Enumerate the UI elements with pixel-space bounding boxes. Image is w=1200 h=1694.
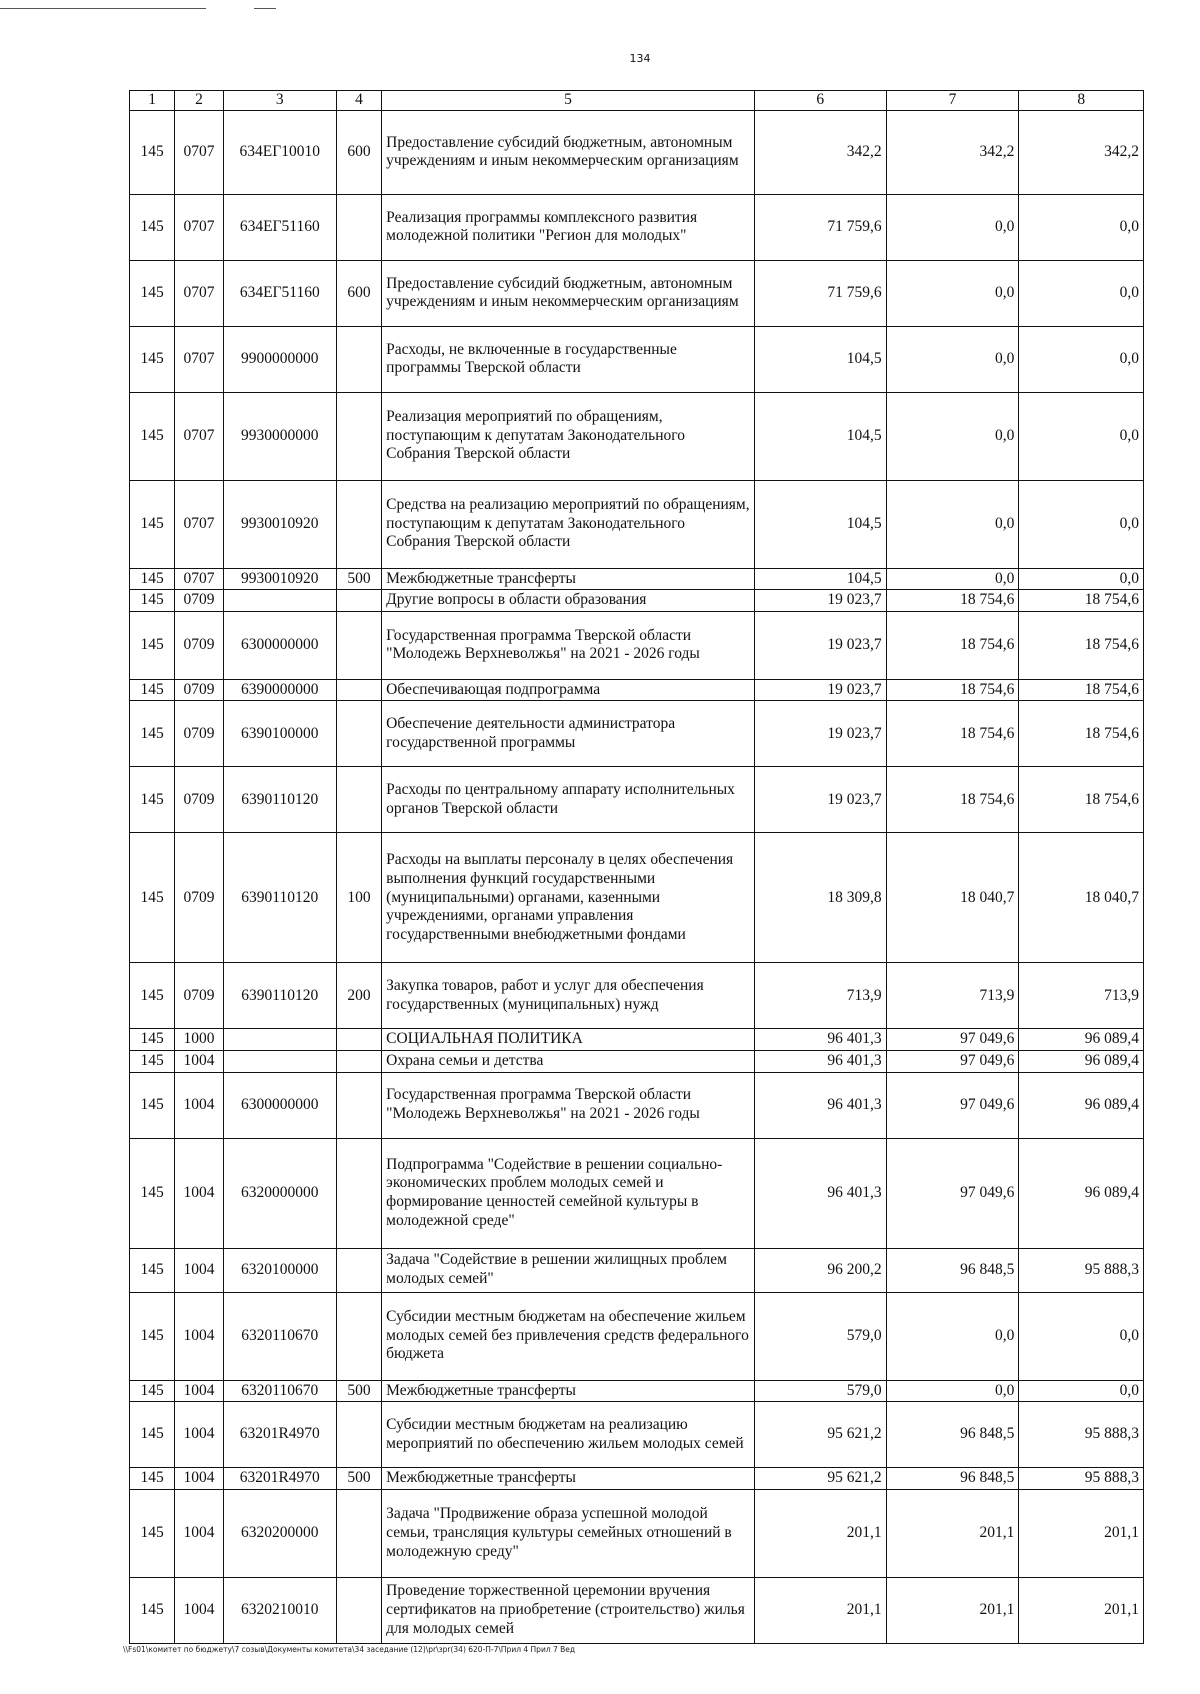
description-cell: Расходы по центральному аппарату исполнительных органов Тверской области — [382, 767, 755, 833]
table-row — [130, 1248, 1144, 1292]
amount-year3-cell: 0,0 — [1019, 392, 1144, 480]
amount-year1-cell: 19 023,7 — [754, 611, 886, 679]
header-cell: 3 — [223, 91, 336, 111]
amount-year3-cell: 0,0 — [1019, 260, 1144, 326]
target-article-cell: 6320000000 — [223, 1138, 336, 1248]
amount-year2-cell: 18 754,6 — [886, 701, 1019, 767]
amount-year3-cell: 713,9 — [1019, 963, 1144, 1029]
amount-year2-cell: 18 754,6 — [886, 590, 1019, 612]
amount-year3-cell: 96 089,4 — [1019, 1050, 1144, 1072]
admin-code-cell: 145 — [130, 110, 175, 194]
admin-code-cell: 145 — [130, 1402, 175, 1468]
description-cell: Межбюджетные трансферты — [382, 1468, 755, 1490]
table-row — [130, 590, 1144, 612]
expense-type-cell — [336, 392, 381, 480]
budget-table — [129, 90, 1144, 1644]
amount-year2-cell: 97 049,6 — [886, 1050, 1019, 1072]
table-row — [130, 480, 1144, 568]
amount-year1-cell: 19 023,7 — [754, 590, 886, 612]
expense-type-cell — [336, 590, 381, 612]
amount-year3-cell: 0,0 — [1019, 568, 1144, 590]
target-article-cell: 9930010920 — [223, 568, 336, 590]
table-row — [130, 679, 1144, 701]
admin-code-cell: 145 — [130, 1138, 175, 1248]
description-cell: Подпрограмма "Содействие в решении социально-экономических проблем молодых семей и формирование ценностей семейной культуры в молодежной среде" — [382, 1138, 755, 1248]
amount-year1-cell: 19 023,7 — [754, 767, 886, 833]
admin-code-cell: 145 — [130, 392, 175, 480]
section-code-cell: 0709 — [175, 833, 223, 963]
target-article-cell: 6320210010 — [223, 1577, 336, 1643]
scan-artifact-line — [254, 8, 276, 9]
description-cell: Реализация мероприятий по обращениям, поступающим к депутатам Законодательного Собрания Тверской области — [382, 392, 755, 480]
description-cell: Закупка товаров, работ и услуг для обеспечения государственных (муниципальных) нужд — [382, 963, 755, 1029]
target-article-cell: 634ЕГ51160 — [223, 260, 336, 326]
table-row — [130, 767, 1144, 833]
table-row — [130, 326, 1144, 392]
expense-type-cell: 200 — [336, 963, 381, 1029]
amount-year3-cell: 0,0 — [1019, 1380, 1144, 1402]
amount-year1-cell: 96 200,2 — [754, 1248, 886, 1292]
expense-type-cell — [336, 701, 381, 767]
amount-year3-cell: 96 089,4 — [1019, 1029, 1144, 1051]
section-code-cell: 0707 — [175, 568, 223, 590]
amount-year1-cell: 104,5 — [754, 568, 886, 590]
table-row — [130, 1577, 1144, 1643]
section-code-cell: 1004 — [175, 1577, 223, 1643]
amount-year1-cell: 19 023,7 — [754, 679, 886, 701]
amount-year2-cell: 96 848,5 — [886, 1402, 1019, 1468]
target-article-cell: 9900000000 — [223, 326, 336, 392]
amount-year3-cell: 201,1 — [1019, 1489, 1144, 1577]
target-article-cell — [223, 1050, 336, 1072]
description-cell: Субсидии местным бюджетам на обеспечение жильем молодых семей без привлечения средств федерального бюджета — [382, 1292, 755, 1380]
section-code-cell: 1004 — [175, 1468, 223, 1490]
admin-code-cell: 145 — [130, 260, 175, 326]
amount-year2-cell: 0,0 — [886, 260, 1019, 326]
description-cell: Субсидии местным бюджетам на реализацию мероприятий по обеспечению жильем молодых семей — [382, 1402, 755, 1468]
admin-code-cell: 145 — [130, 194, 175, 260]
table-row — [130, 1380, 1144, 1402]
header-row — [130, 91, 1144, 111]
section-code-cell: 0707 — [175, 392, 223, 480]
section-code-cell: 1004 — [175, 1292, 223, 1380]
section-code-cell: 0707 — [175, 194, 223, 260]
admin-code-cell: 145 — [130, 679, 175, 701]
amount-year2-cell: 18 754,6 — [886, 679, 1019, 701]
amount-year2-cell: 201,1 — [886, 1489, 1019, 1577]
amount-year2-cell: 0,0 — [886, 1292, 1019, 1380]
amount-year1-cell: 96 401,3 — [754, 1050, 886, 1072]
expense-type-cell — [336, 679, 381, 701]
target-article-cell — [223, 1029, 336, 1051]
expense-type-cell — [336, 1489, 381, 1577]
amount-year1-cell: 104,5 — [754, 392, 886, 480]
description-cell: Реализация программы комплексного развития молодежной политики "Регион для молодых" — [382, 194, 755, 260]
amount-year2-cell: 0,0 — [886, 480, 1019, 568]
amount-year1-cell: 342,2 — [754, 110, 886, 194]
target-article-cell: 6390000000 — [223, 679, 336, 701]
amount-year3-cell: 342,2 — [1019, 110, 1144, 194]
section-code-cell: 0707 — [175, 260, 223, 326]
admin-code-cell: 145 — [130, 1577, 175, 1643]
expense-type-cell: 500 — [336, 1380, 381, 1402]
section-code-cell: 0709 — [175, 590, 223, 612]
expense-type-cell: 500 — [336, 1468, 381, 1490]
amount-year2-cell: 713,9 — [886, 963, 1019, 1029]
expense-type-cell — [336, 767, 381, 833]
admin-code-cell: 145 — [130, 1248, 175, 1292]
expense-type-cell: 500 — [336, 568, 381, 590]
table-row — [130, 1138, 1144, 1248]
target-article-cell: 6320110670 — [223, 1380, 336, 1402]
table-row — [130, 568, 1144, 590]
section-code-cell: 0709 — [175, 963, 223, 1029]
amount-year2-cell: 97 049,6 — [886, 1029, 1019, 1051]
amount-year1-cell: 18 309,8 — [754, 833, 886, 963]
description-cell: Обеспечение деятельности администратора государственной программы — [382, 701, 755, 767]
header-cell: 7 — [886, 91, 1019, 111]
description-cell: Государственная программа Тверской области "Молодежь Верхневолжья" на 2021 - 2026 годы — [382, 611, 755, 679]
description-cell: Предоставление субсидий бюджетным, автономным учреждениям и иным некоммерческим организациям — [382, 110, 755, 194]
target-article-cell: 6390110120 — [223, 833, 336, 963]
amount-year2-cell: 0,0 — [886, 194, 1019, 260]
amount-year3-cell: 96 089,4 — [1019, 1072, 1144, 1138]
amount-year1-cell: 96 401,3 — [754, 1072, 886, 1138]
description-cell: Проведение торжественной церемонии вручения сертификатов на приобретение (строительство) жилья для молодых семей — [382, 1577, 755, 1643]
table-row — [130, 1292, 1144, 1380]
admin-code-cell: 145 — [130, 701, 175, 767]
amount-year1-cell: 713,9 — [754, 963, 886, 1029]
target-article-cell: 63201R4970 — [223, 1402, 336, 1468]
admin-code-cell: 145 — [130, 1489, 175, 1577]
section-code-cell: 1004 — [175, 1380, 223, 1402]
admin-code-cell: 145 — [130, 1468, 175, 1490]
admin-code-cell: 145 — [130, 1072, 175, 1138]
amount-year3-cell: 95 888,3 — [1019, 1468, 1144, 1490]
amount-year3-cell: 18 754,6 — [1019, 701, 1144, 767]
header-cell: 2 — [175, 91, 223, 111]
description-cell: Межбюджетные трансферты — [382, 568, 755, 590]
target-article-cell: 6300000000 — [223, 611, 336, 679]
admin-code-cell: 145 — [130, 767, 175, 833]
amount-year1-cell: 104,5 — [754, 326, 886, 392]
scan-artifact-line — [0, 8, 206, 9]
amount-year2-cell: 18 754,6 — [886, 611, 1019, 679]
amount-year1-cell: 19 023,7 — [754, 701, 886, 767]
expense-type-cell — [336, 1050, 381, 1072]
admin-code-cell: 145 — [130, 590, 175, 612]
table-body — [130, 110, 1144, 1643]
amount-year3-cell: 0,0 — [1019, 480, 1144, 568]
table-row — [130, 701, 1144, 767]
header-cell: 4 — [336, 91, 381, 111]
amount-year3-cell: 18 754,6 — [1019, 611, 1144, 679]
section-code-cell: 1000 — [175, 1029, 223, 1051]
admin-code-cell: 145 — [130, 1292, 175, 1380]
amount-year2-cell: 201,1 — [886, 1577, 1019, 1643]
amount-year2-cell: 342,2 — [886, 110, 1019, 194]
table-row — [130, 963, 1144, 1029]
section-code-cell: 1004 — [175, 1248, 223, 1292]
amount-year2-cell: 96 848,5 — [886, 1468, 1019, 1490]
admin-code-cell: 145 — [130, 568, 175, 590]
section-code-cell: 0709 — [175, 767, 223, 833]
amount-year1-cell: 95 621,2 — [754, 1402, 886, 1468]
amount-year1-cell: 104,5 — [754, 480, 886, 568]
description-cell: Межбюджетные трансферты — [382, 1380, 755, 1402]
amount-year3-cell: 95 888,3 — [1019, 1402, 1144, 1468]
admin-code-cell: 145 — [130, 833, 175, 963]
table-row — [130, 1029, 1144, 1051]
description-cell: Задача "Содействие в решении жилищных проблем молодых семей" — [382, 1248, 755, 1292]
description-cell: Обеспечивающая подпрограмма — [382, 679, 755, 701]
target-article-cell: 9930010920 — [223, 480, 336, 568]
expense-type-cell — [336, 1248, 381, 1292]
amount-year3-cell: 95 888,3 — [1019, 1248, 1144, 1292]
table-row — [130, 392, 1144, 480]
amount-year1-cell: 201,1 — [754, 1577, 886, 1643]
amount-year1-cell: 71 759,6 — [754, 194, 886, 260]
expense-type-cell — [336, 480, 381, 568]
description-cell: СОЦИАЛЬНАЯ ПОЛИТИКА — [382, 1029, 755, 1051]
section-code-cell: 0707 — [175, 326, 223, 392]
table-row — [130, 1468, 1144, 1490]
target-article-cell: 6300000000 — [223, 1072, 336, 1138]
table-row — [130, 1402, 1144, 1468]
description-cell: Другие вопросы в области образования — [382, 590, 755, 612]
section-code-cell: 1004 — [175, 1402, 223, 1468]
amount-year1-cell: 201,1 — [754, 1489, 886, 1577]
amount-year2-cell: 0,0 — [886, 326, 1019, 392]
table-row — [130, 260, 1144, 326]
amount-year3-cell: 18 754,6 — [1019, 590, 1144, 612]
expense-type-cell — [336, 194, 381, 260]
admin-code-cell: 145 — [130, 611, 175, 679]
table-row — [130, 1072, 1144, 1138]
amount-year2-cell: 0,0 — [886, 392, 1019, 480]
section-code-cell: 1004 — [175, 1138, 223, 1248]
expense-type-cell — [336, 1402, 381, 1468]
expense-type-cell: 100 — [336, 833, 381, 963]
admin-code-cell: 145 — [130, 1380, 175, 1402]
amount-year2-cell: 0,0 — [886, 1380, 1019, 1402]
amount-year2-cell: 97 049,6 — [886, 1072, 1019, 1138]
description-cell: Задача "Продвижение образа успешной молодой семьи, трансляция культуры семейных отношений в молодежную среду" — [382, 1489, 755, 1577]
expense-type-cell — [336, 1577, 381, 1643]
amount-year3-cell: 18 754,6 — [1019, 679, 1144, 701]
target-article-cell: 9930000000 — [223, 392, 336, 480]
description-cell: Предоставление субсидий бюджетным, автономным учреждениям и иным некоммерческим организациям — [382, 260, 755, 326]
header-cell: 8 — [1019, 91, 1144, 111]
page-number: 134 — [629, 52, 651, 65]
admin-code-cell: 145 — [130, 326, 175, 392]
table-header — [130, 91, 1144, 111]
expense-type-cell — [336, 1072, 381, 1138]
table-row — [130, 833, 1144, 963]
description-cell: Государственная программа Тверской области "Молодежь Верхневолжья" на 2021 - 2026 годы — [382, 1072, 755, 1138]
expense-type-cell — [336, 1138, 381, 1248]
amount-year3-cell: 96 089,4 — [1019, 1138, 1144, 1248]
target-article-cell: 6320200000 — [223, 1489, 336, 1577]
amount-year2-cell: 96 848,5 — [886, 1248, 1019, 1292]
target-article-cell: 634ЕГ10010 — [223, 110, 336, 194]
section-code-cell: 0709 — [175, 611, 223, 679]
table-row — [130, 611, 1144, 679]
target-article-cell: 6390110120 — [223, 767, 336, 833]
expense-type-cell — [336, 1292, 381, 1380]
header-cell: 1 — [130, 91, 175, 111]
section-code-cell: 0709 — [175, 679, 223, 701]
header-cell: 5 — [382, 91, 755, 111]
table-row — [130, 1489, 1144, 1577]
description-cell: Расходы, не включенные в государственные программы Тверской области — [382, 326, 755, 392]
target-article-cell: 6320110670 — [223, 1292, 336, 1380]
section-code-cell: 0709 — [175, 701, 223, 767]
amount-year3-cell: 0,0 — [1019, 326, 1144, 392]
amount-year1-cell: 95 621,2 — [754, 1468, 886, 1490]
header-cell: 6 — [754, 91, 886, 111]
target-article-cell: 6390100000 — [223, 701, 336, 767]
amount-year2-cell: 18 754,6 — [886, 767, 1019, 833]
admin-code-cell: 145 — [130, 480, 175, 568]
amount-year2-cell: 97 049,6 — [886, 1138, 1019, 1248]
amount-year2-cell: 0,0 — [886, 568, 1019, 590]
amount-year3-cell: 0,0 — [1019, 194, 1144, 260]
amount-year1-cell: 96 401,3 — [754, 1029, 886, 1051]
target-article-cell — [223, 590, 336, 612]
amount-year3-cell: 18 040,7 — [1019, 833, 1144, 963]
target-article-cell: 634ЕГ51160 — [223, 194, 336, 260]
target-article-cell: 63201R4970 — [223, 1468, 336, 1490]
amount-year1-cell: 579,0 — [754, 1380, 886, 1402]
amount-year3-cell: 201,1 — [1019, 1577, 1144, 1643]
admin-code-cell: 145 — [130, 1029, 175, 1051]
amount-year1-cell: 579,0 — [754, 1292, 886, 1380]
amount-year3-cell: 0,0 — [1019, 1292, 1144, 1380]
admin-code-cell: 145 — [130, 1050, 175, 1072]
expense-type-cell — [336, 1029, 381, 1051]
table-row — [130, 194, 1144, 260]
expense-type-cell: 600 — [336, 110, 381, 194]
amount-year3-cell: 18 754,6 — [1019, 767, 1144, 833]
section-code-cell: 0707 — [175, 480, 223, 568]
description-cell: Средства на реализацию мероприятий по обращениям, поступающим к депутатам Законодательного Собрания Тверской области — [382, 480, 755, 568]
amount-year2-cell: 18 040,7 — [886, 833, 1019, 963]
target-article-cell: 6390110120 — [223, 963, 336, 1029]
table-row — [130, 110, 1144, 194]
table-row — [130, 1050, 1144, 1072]
file-path-footer: \\Fs01\комитет по бюджету\7 созыв\Документы комитета\34 заседание (12)\pr\зрr(34) 620-П-7\Прил 4 Прил 7 Вед — [123, 1645, 576, 1654]
amount-year1-cell: 96 401,3 — [754, 1138, 886, 1248]
section-code-cell: 1004 — [175, 1072, 223, 1138]
section-code-cell: 0707 — [175, 110, 223, 194]
admin-code-cell: 145 — [130, 963, 175, 1029]
target-article-cell: 6320100000 — [223, 1248, 336, 1292]
expense-type-cell — [336, 611, 381, 679]
description-cell: Расходы на выплаты персоналу в целях обеспечения выполнения функций государственными (муниципальными) органами, казенными учреждениями, органами управления государственными внебюджетными фондами — [382, 833, 755, 963]
section-code-cell: 1004 — [175, 1050, 223, 1072]
description-cell: Охрана семьи и детства — [382, 1050, 755, 1072]
expense-type-cell: 600 — [336, 260, 381, 326]
amount-year1-cell: 71 759,6 — [754, 260, 886, 326]
section-code-cell: 1004 — [175, 1489, 223, 1577]
expense-type-cell — [336, 326, 381, 392]
